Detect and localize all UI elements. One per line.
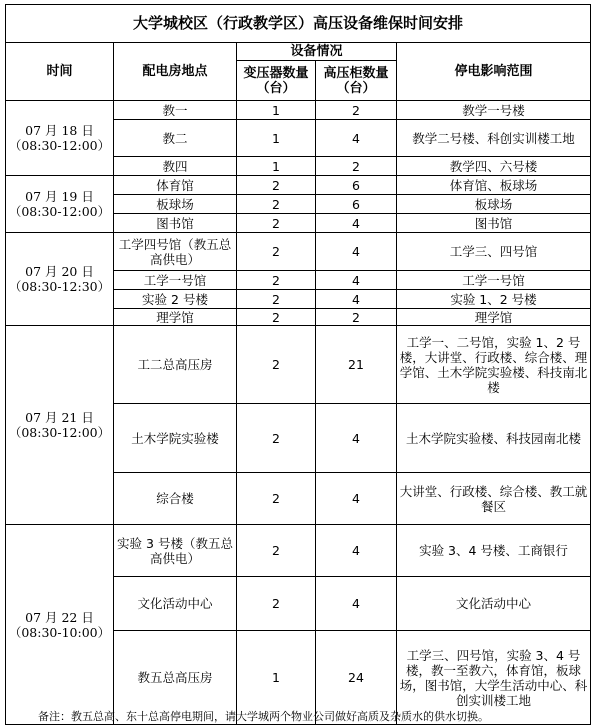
scope-cell: 工学三、四号馆，实验 3、4 号楼，教一至教六，体育馆，板球场，图书馆，大学生活动中心、科创实训楼工地 (397, 631, 591, 725)
date-text: 07 月 22 日 (25, 609, 94, 625)
transformer-count-cell: 2 (237, 309, 316, 326)
hours-text: （08:30-10:00） (8, 624, 111, 640)
transformer-count-cell: 2 (237, 577, 316, 631)
cabinet-count-cell: 2 (316, 309, 397, 326)
cabinet-count-cell: 4 (316, 404, 397, 473)
header-cabinet: 高压柜数量（台） (316, 61, 397, 101)
transformer-count-cell: 2 (237, 404, 316, 473)
scope-cell: 工学一、二号馆，实验 1、2 号楼，大讲堂、行政楼、综合楼、理学馆、土木学院实验楼、科技南北楼 (397, 326, 591, 404)
time-cell (6, 233, 114, 326)
maintenance-schedule-table (5, 4, 591, 725)
scope-cell: 实验 3、4 号楼、工商银行 (397, 525, 591, 577)
cabinet-count-cell: 2 (316, 101, 397, 120)
location-cell: 工二总高压房 (114, 326, 237, 404)
cabinet-count-cell: 24 (316, 631, 397, 725)
cabinet-count-cell: 4 (316, 290, 397, 309)
schedule-body (6, 101, 591, 725)
transformer-count-cell: 1 (237, 101, 316, 120)
table-row (6, 176, 591, 195)
location-cell: 综合楼 (114, 473, 237, 525)
hours-text: （08:30-12:30） (8, 279, 111, 294)
location-cell: 文化活动中心 (114, 577, 237, 631)
cabinet-count-cell: 4 (316, 271, 397, 290)
hours-text: （08:30-12:00） (8, 425, 111, 440)
scope-cell: 体育馆、板球场 (397, 176, 591, 195)
location-cell: 教五总高压房 (114, 631, 237, 725)
scope-cell: 教学四、六号楼 (397, 157, 591, 176)
time-cell (6, 326, 114, 525)
location-cell: 板球场 (114, 195, 237, 214)
transformer-count-cell: 2 (237, 214, 316, 233)
footnote: 备注：教五总高、东十总高停电期间，请大学城两个物业公司做好高质及杂质水的供水切换。 (38, 710, 489, 723)
cabinet-count-cell: 2 (316, 157, 397, 176)
cabinet-count-cell: 21 (316, 326, 397, 404)
table-row (6, 326, 591, 404)
date-text: 07 月 20 日 (25, 264, 94, 279)
date-text: 07 月 19 日 (25, 189, 94, 204)
transformer-count-cell: 1 (237, 120, 316, 157)
scope-cell: 文化活动中心 (397, 577, 591, 631)
location-cell: 图书馆 (114, 214, 237, 233)
location-cell: 体育馆 (114, 176, 237, 195)
location-cell: 教一 (114, 101, 237, 120)
table-row (6, 101, 591, 120)
cabinet-count-cell: 6 (316, 176, 397, 195)
transformer-count-cell: 2 (237, 326, 316, 404)
location-cell: 教四 (114, 157, 237, 176)
cabinet-count-cell: 6 (316, 195, 397, 214)
location-cell: 教二 (114, 120, 237, 157)
header-transformer: 变压器数量（台） (237, 61, 316, 101)
date-text: 07 月 18 日 (25, 123, 94, 138)
transformer-count-cell: 2 (237, 290, 316, 309)
time-cell (6, 176, 114, 233)
location-cell: 实验 3 号楼（教五总高供电） (114, 525, 237, 577)
location-cell: 土木学院实验楼 (114, 404, 237, 473)
scope-cell: 教学二号楼、科创实训楼工地 (397, 120, 591, 157)
cabinet-count-cell: 4 (316, 214, 397, 233)
cabinet-count-cell: 4 (316, 577, 397, 631)
hours-text: （08:30-12:00） (8, 204, 111, 219)
schedule-document (5, 4, 590, 725)
time-cell (6, 101, 114, 176)
scope-cell: 土木学院实验楼、科技园南北楼 (397, 404, 591, 473)
transformer-count-cell: 2 (237, 233, 316, 271)
date-text: 07 月 21 日 (25, 410, 94, 425)
transformer-count-cell: 1 (237, 157, 316, 176)
transformer-count-cell: 2 (237, 271, 316, 290)
scope-cell: 工学三、四号馆 (397, 233, 591, 271)
header-equipment: 设备情况 (237, 43, 397, 61)
location-cell: 工学四号馆（教五总高供电） (114, 233, 237, 271)
cabinet-count-cell: 4 (316, 233, 397, 271)
transformer-count-cell: 2 (237, 176, 316, 195)
cabinet-count-cell: 4 (316, 525, 397, 577)
header-scope: 停电影响范围 (397, 43, 591, 101)
scope-cell: 工学一号馆 (397, 271, 591, 290)
table-title: 大学城校区（行政教学区）高压设备维保时间安排 (6, 5, 591, 43)
scope-cell: 实验 1、2 号楼 (397, 290, 591, 309)
location-cell: 实验 2 号楼 (114, 290, 237, 309)
transformer-count-cell: 2 (237, 473, 316, 525)
scope-cell: 板球场 (397, 195, 591, 214)
transformer-count-cell: 1 (237, 631, 316, 725)
scope-cell: 大讲堂、行政楼、综合楼、教工就餐区 (397, 473, 591, 525)
table-row (6, 525, 591, 577)
location-cell: 工学一号馆 (114, 271, 237, 290)
time-cell (6, 525, 114, 725)
transformer-count-cell: 2 (237, 525, 316, 577)
cabinet-count-cell: 4 (316, 120, 397, 157)
scope-cell: 图书馆 (397, 214, 591, 233)
table-row (6, 233, 591, 271)
cabinet-count-cell: 4 (316, 473, 397, 525)
header-time: 时间 (6, 43, 114, 101)
transformer-count-cell: 2 (237, 195, 316, 214)
location-cell: 理学馆 (114, 309, 237, 326)
scope-cell: 理学馆 (397, 309, 591, 326)
header-location: 配电房地点 (114, 43, 237, 101)
hours-text: （08:30-12:00） (8, 138, 111, 153)
scope-cell: 教学一号楼 (397, 101, 591, 120)
